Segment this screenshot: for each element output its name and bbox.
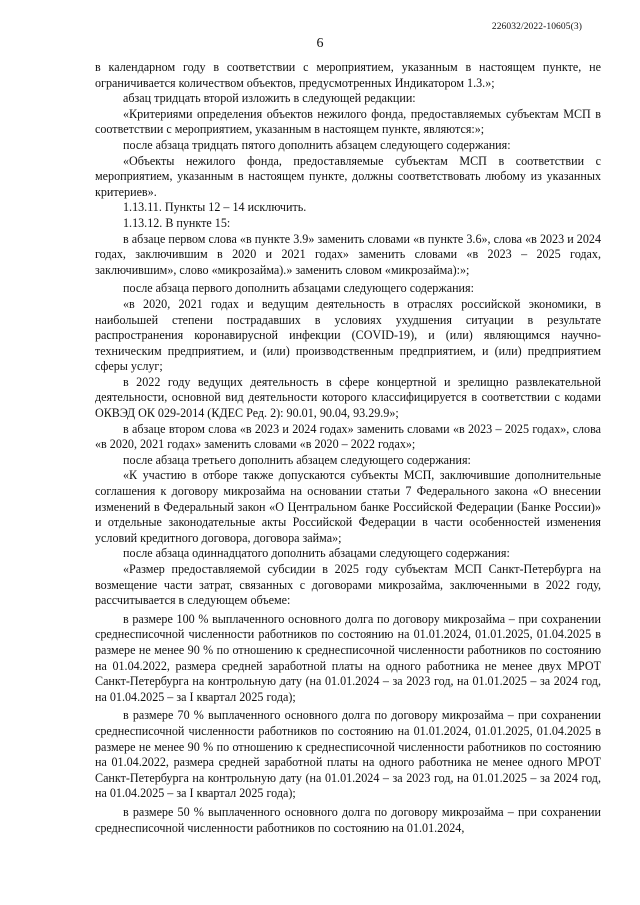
paragraph: «Критериями определения объектов нежилого фонда, предоставляемых субъектам МСП в соответствии с мероприятием, указанным в настоящем пункте, являются:»;	[95, 106, 601, 137]
paragraph: 1.13.12. В пункте 15:	[123, 215, 231, 230]
paragraph: 1.13.11. Пункты 12 – 14 исключить.	[123, 200, 307, 215]
paragraph: «в 2020, 2021 годах и ведущим деятельность в отраслях российской экономики, в наибольшей степени пострадавших в условиях ухудшения ситуации в результате распространения коронавирусной инфекции (COVID-19), и (или) являющимся научно-техническим предприятием, и (или) производственным предприятием, и (или) предприятием сферы услуг;	[95, 296, 601, 374]
paragraph: после абзаца первого дополнить абзацами следующего содержания:	[123, 281, 474, 296]
page-number: 6	[316, 36, 324, 51]
paragraph: в размере 70 % выплаченного основного долга по договору микрозайма – при сохранении среднесписочной численности работников по состоянию на 01.01.2024, 01.01.2025, 01.04.2025 в размере не менее 90 % по отношению к среднесписочной численности работников по состоянию на 01.04.2022, размера средней заработной платы на одного работника не менее одного МРОТ Санкт-Петербурга на контрольную дату (на 01.01.2024 – за 2023 год, на 01.01.2025 – за 2024 год, на 01.04.2025 – за I квартал 2025 года);	[95, 708, 601, 801]
paragraph: в 2022 году ведущих деятельность в сфере концертной и зрелищно развлекательной деятельности, основной вид деятельности которого классифицируется в соответствии с кодами ОКВЭД ОК 029-2014 (КДЕС Ред. 2): 90.01, 90.04, 93.29.9»;	[95, 374, 601, 421]
paragraph: после абзаца третьего дополнить абзацем следующего содержания:	[123, 452, 471, 467]
paragraph: в абзаце втором слова «в 2023 и 2024 годах» заменить словами «в 2023 – 2025 годах», слова «в 2020, 2021 годах» заменить словами «в 2020 – 2022 годах»;	[95, 421, 601, 452]
document-body	[95, 60, 601, 836]
paragraph: после абзаца одиннадцатого дополнить абзацами следующего содержания:	[123, 546, 510, 561]
paragraph: «Размер предоставляемой субсидии в 2025 году субъектам МСП Санкт-Петербурга на возмещение части затрат, связанных с договорами микрозайма, заключенными в 2022 году, рассчитывается в следующем объеме:	[95, 562, 601, 608]
paragraph: «Объекты нежилого фонда, предоставляемые субъектам МСП в соответствии с мероприятием, указанным в настоящем пункте, должны соответствовать любому из указанных критериев».	[95, 153, 601, 199]
paragraph: в календарном году в соответствии с мероприятием, указанным в настоящем пункте, не ограничивается количеством объектов, предусмотренных Индикатором 1.3.»;	[95, 60, 601, 90]
paragraph: в размере 50 % выплаченного основного долга по договору микрозайма – при сохранении среднесписочной численности работников по состоянию на 01.01.2024,	[95, 804, 601, 835]
paragraph: «К участию в отборе также допускаются субъекты МСП, заключившие дополнительные соглашения к договору микрозайма на основании статьи 7 Федерального закона «О внесении изменений в Федеральный закон «О Центральном банке Российской Федерации (Банке России)» и отдельные законодательные акты Российской Федерации в части особенностей изменения условий кредитного договора, договора займа»;	[95, 468, 601, 545]
paragraph: в размере 100 % выплаченного основного долга по договору микрозайма – при сохранении среднесписочной численности работников по состоянию на 01.01.2024, 01.01.2025, 01.04.2025 в размере не менее 90 % по отношению к среднесписочной численности работников по состоянию на 01.04.2022, размера средней заработной платы на одного работника не менее двух МРОТ Санкт-Петербурга на контрольную дату (на 01.01.2024 – за 2023 год, на 01.01.2025 – за 2024 год, на 01.04.2025 – за I квартал 2025 года);	[95, 611, 601, 704]
paragraph: после абзаца тридцать пятого дополнить абзацем следующего содержания:	[123, 137, 511, 152]
paragraph: абзац тридцать второй изложить в следующей редакции:	[123, 91, 416, 106]
document-registration-code: 226032/2022-10605(3)	[491, 22, 582, 32]
paragraph: в абзаце первом слова «в пункте 3.9» заменить словами «в пункте 3.6», слова «в 2023 и 2024 годах, заключившим в 2020 и 2021 годах» заменить словами «в 2023 – 2025 годах, заключившим», слово «микрозайма).» заменить словом «микрозайма):»;	[95, 231, 601, 277]
